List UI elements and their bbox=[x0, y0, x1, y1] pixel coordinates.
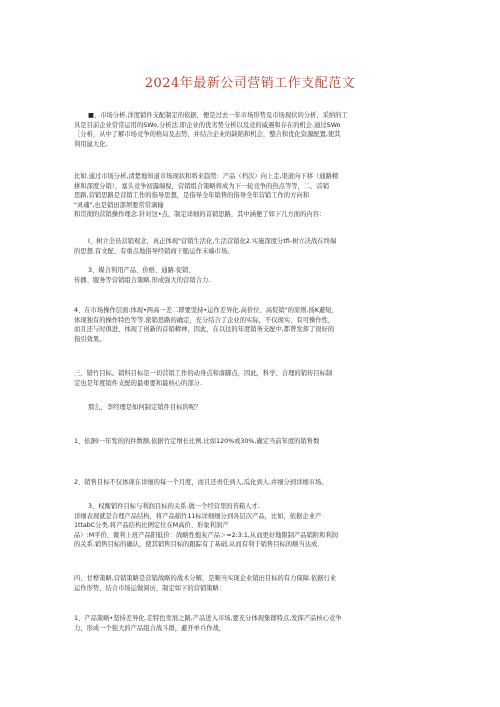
text-line: 品）:M平价、微利上班产品阳低价：战略性炮灰产品＞=2:3:1,从而更好地限制产品销附和利润 bbox=[74, 531, 339, 539]
paragraph-market-analysis bbox=[74, 111, 430, 149]
paragraph-question bbox=[74, 403, 430, 413]
text-line: 运作形势，结合市场运做阅历，制定如下的营销策略： bbox=[74, 584, 226, 592]
text-line: 拼和深度分销），塞头竞争初露端倪，营销组合策略将成为下一轮竞争的热点等等，二、首销 bbox=[74, 182, 330, 190]
text-line: I、树立全员营销观念，真正体现"营销生活化,生活营销化2.实施深度分tfi-树立决战在终端 bbox=[88, 238, 337, 245]
paragraph-sales-target bbox=[74, 369, 430, 388]
text-line: 和贯彻的营销操作理念.针对这•点，制定详细的首销思路，其中涵便了如下几方面的内容： bbox=[74, 211, 326, 219]
text-line: 利用鼠大化. bbox=[74, 140, 108, 148]
text-line: 比如.通过市场分析,清楚地知道市场现状和将来趋势：产品（档次）向上走,渠道向下移（通路精 bbox=[74, 173, 339, 180]
text-line: ［分析，从中了解市场竞争的格局及态势，并结合企业的缺陷和机会，整合和优化资源配置,使其 bbox=[74, 131, 341, 139]
text-line: ■、市场分析.洋度销件支配制定的依据，便是过去一年市场形势及市场现状的分析，采纳的工 bbox=[88, 112, 348, 119]
text-line: 力，形成一个强大的产品组合战斗群，避开单兵作战， bbox=[74, 624, 226, 632]
text-line: 的关系.销售目标的确认，使其销售目标的跟踪有了基础,从而有利于销售目标的顺当达成. bbox=[74, 541, 320, 549]
text-line: 1、产品策略•坚持差异化.走特色发展之路,产品进入市场,要充分体现集群特点,发挥产品核心竞争 bbox=[74, 615, 342, 622]
text-line: 3、权衡销件目标与利润目标的关系.做一个经营里的苔箱人才. bbox=[88, 503, 260, 510]
paragraph-target-1 bbox=[74, 437, 430, 447]
text-line: 定也是年度销件支配的最重要和最核心的部分. bbox=[74, 379, 202, 387]
text-line: 传播、服务等营销组合策略.形成强大的营销合力. bbox=[74, 276, 211, 284]
text-line: "灵魂",也是销田部须要常常滴输 bbox=[74, 201, 164, 209]
text-line: 体现独有的操作特色等等.密销思路的确定，充分结合了企业的实际，不仅现实、有可操作性， bbox=[74, 316, 335, 324]
text-line: 1ttabC分类.将产品结构比例定位在M高价、形象利润产 bbox=[74, 522, 229, 530]
paragraph-target-2 bbox=[74, 478, 430, 488]
text-line: 四、甘桦策略,营销策略是营销战略的战术分解，是顺当实现企业销田目标的有力保障.依据行业 bbox=[74, 575, 337, 582]
paragraph-marketing-ideas bbox=[74, 172, 430, 220]
text-line: 而且还与时俱进，体现了创新的首销精神，因此，在以往的年度销务支配中,都曾发挥了很好的 bbox=[74, 326, 335, 334]
paragraph-marketing-strategy bbox=[74, 574, 430, 593]
text-line: 3、媒合利用产品、价格、通路.促销、 bbox=[88, 267, 195, 274]
paragraph-item-1 bbox=[74, 237, 430, 256]
text-line: 详细表现就是合理产品结构，将产品描竹11标详细细分到各层次产品，比如，依据企业产 bbox=[74, 512, 322, 520]
text-line: 2、销售目标不仅体现在详细的每一个月度，而且还责任到人,瓜化到人.并细分到详细市场。 bbox=[74, 479, 328, 486]
paragraph-item-3 bbox=[74, 266, 430, 285]
text-line: 思路,营销思路是营销工作的指导思想，是指导全年销售的指导全年营销工作的方向和 bbox=[74, 192, 309, 200]
paragraph-item-4 bbox=[74, 306, 430, 344]
text-line: 指引效果。 bbox=[74, 335, 106, 343]
text-line: 1、依据I一年发的的件数额,依据竹定增长比例.比如120%或30%,确定当前年度的销售数 bbox=[74, 438, 320, 445]
text-line: 具是目前企业常常运用的SWo,分析法.即企业的优劣势分析以及竞的威遇和存在的机会.通过SWo bbox=[74, 121, 341, 129]
document-title: 2024年最新公司营销工作支配范文 bbox=[144, 76, 356, 91]
text-line: 那么，李经理是如何制定销件目标的呢？ bbox=[88, 404, 202, 411]
paragraph-product-strategy bbox=[74, 614, 430, 633]
paragraph-target-3 bbox=[74, 502, 430, 550]
text-line: 4、在市场操作层面:体现•两高一差二即要坚持•运作差异化.高价位、高促销"的原则.扬K避短， bbox=[74, 307, 338, 314]
text-line: 的思想.有文配、有重点地指导经销商干脆运作末端市场。 bbox=[74, 247, 234, 255]
text-line: 三、错竹目标。销科目标是一切营销工作的动身点和落脚点，因此，科学、合理的销传目标制 bbox=[74, 370, 333, 377]
